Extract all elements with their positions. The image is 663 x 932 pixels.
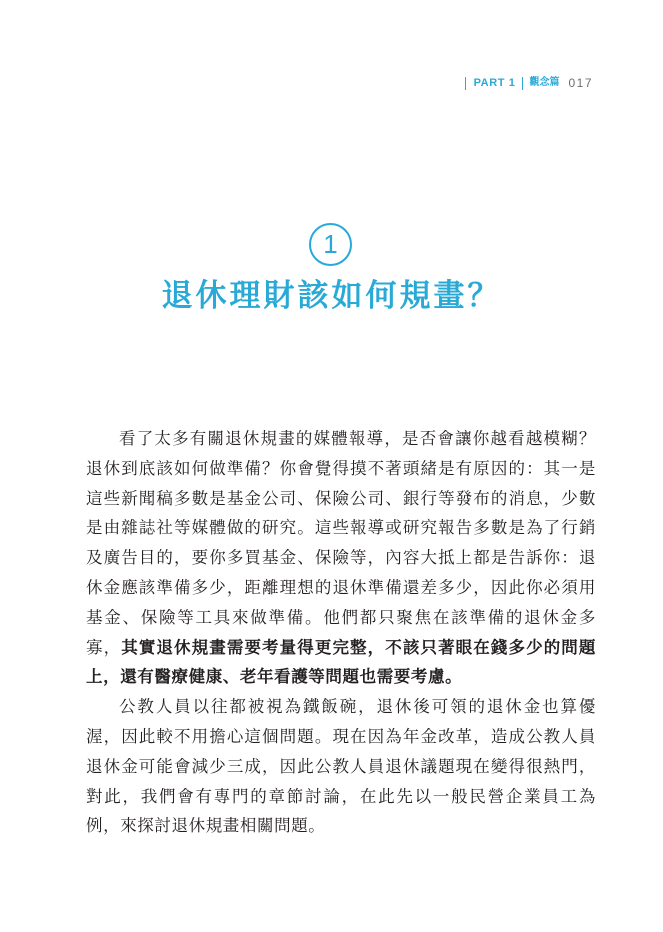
header-divider <box>465 77 466 90</box>
paragraph-2 <box>86 692 596 841</box>
running-header <box>465 76 593 90</box>
paragraph-1-text: 看了太多有關退休規畫的媒體報導，是否會讓你越看越模糊？退休到底該如何做準備？你會覺得摸不著頭緒是有原因的：其一是這些新聞稿多數是基金公司、保險公司、銀行等發布的消息，少數是由雜誌社等媒體做的研究。這些報導或研究報告多數是為了行銷及廣告目的，要你多買基金、保險等，內容大抵上都是告訴你：退休金應該準備多少，距離理想的退休準備還差多少，因此你必須用基金、保險等工具來做準備。他們都只聚焦在該準備的退休金多寡， <box>86 429 596 657</box>
page-number: 017 <box>568 76 593 90</box>
paragraph-1 <box>86 424 596 692</box>
section-label: 觀念篇 <box>529 77 560 88</box>
chapter-title: 退休理財該如何規畫？ <box>161 278 502 314</box>
paragraph-2-text: 公教人員以往都被視為鐵飯碗，退休後可領的退休金也算優渥，因此較不用擔心這個問題。現在因為年金改革，造成公教人員退休金可能會減少三成，因此公教人員退休議題現在變得很熱門，對此，我們會有專門的章節討論，在此先以一般民營企業員工為例，來探討退休規畫相關問題。 <box>86 697 596 836</box>
paragraph-1-emphasis: 其實退休規畫需要考量得更完整，不該只著眼在錢多少的問題上，還有醫療健康、老年看護等問題也需要考慮。 <box>86 637 597 687</box>
chapter-number-badge: 1 <box>309 223 352 266</box>
part-label: PART 1 <box>473 77 516 89</box>
header-divider <box>522 77 523 90</box>
body-text <box>86 424 596 841</box>
